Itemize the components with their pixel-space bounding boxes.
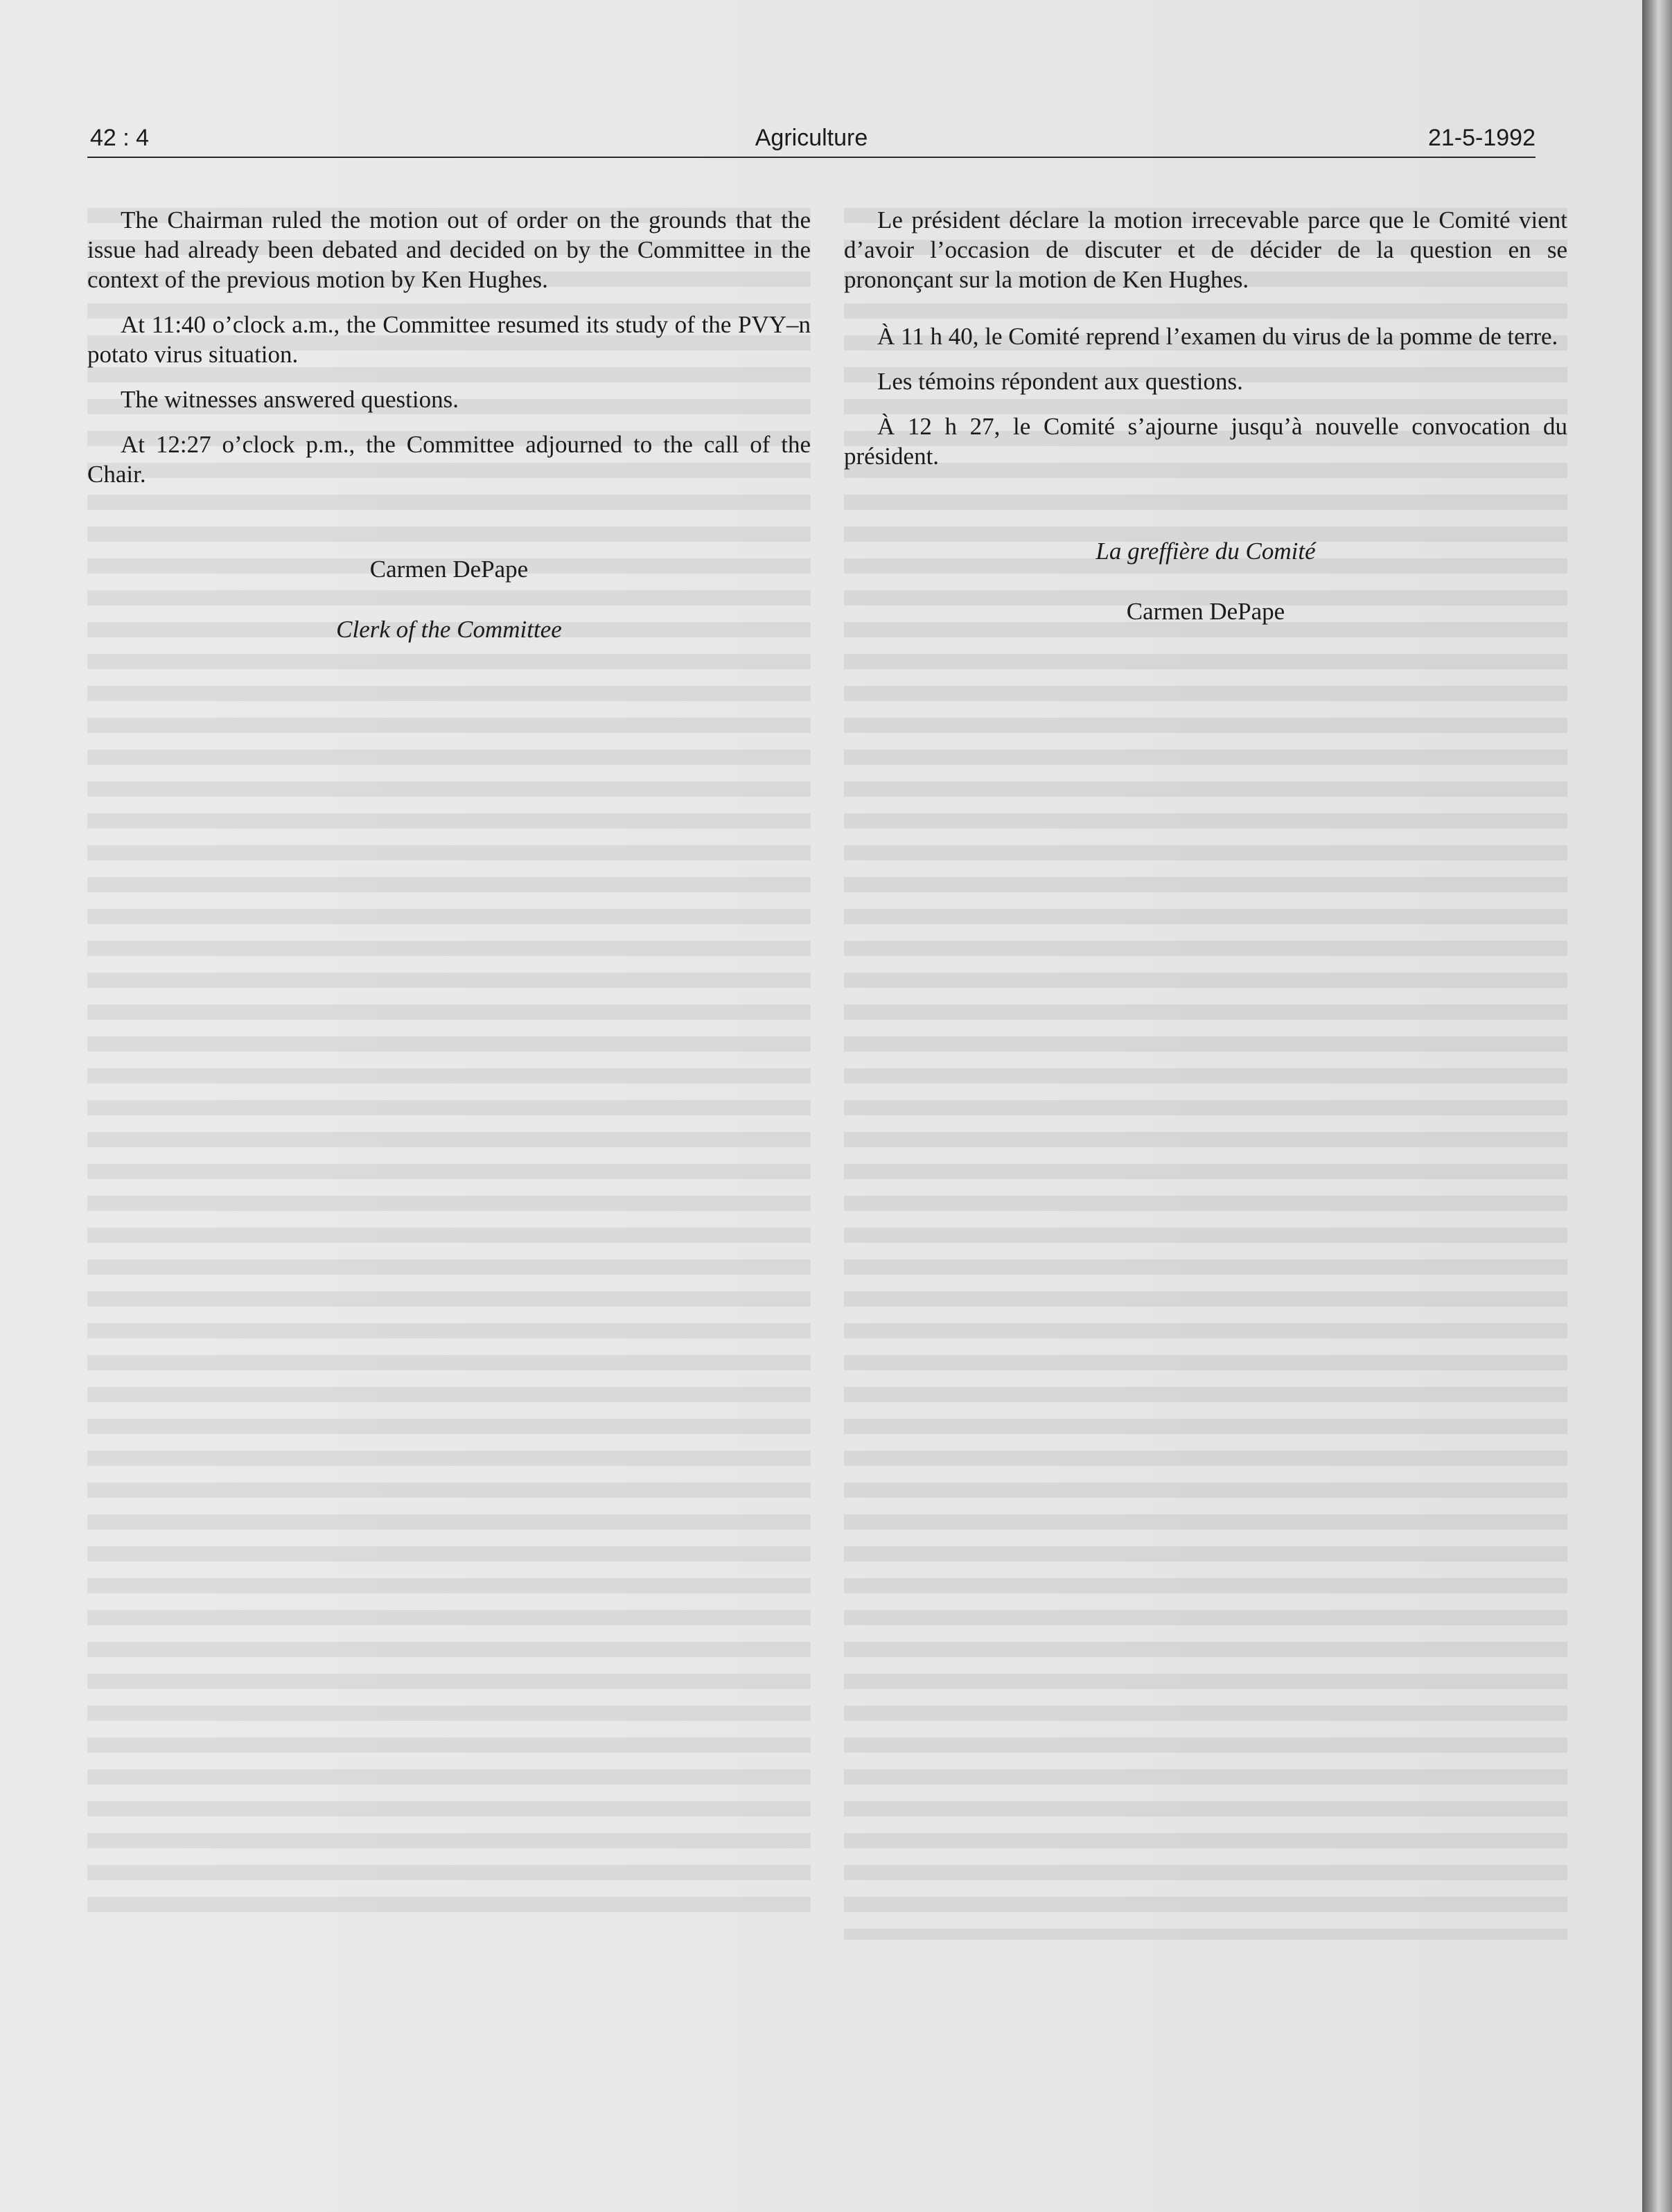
- paragraph: At 12:27 o’clock p.m., the Committee adjourned to the call of the Chair.: [87, 431, 811, 488]
- paragraph: The witnesses answered questions.: [121, 386, 459, 413]
- page-title: Agriculture: [755, 125, 868, 151]
- signature-title: Clerk of the Committee: [336, 616, 562, 643]
- running-header: [87, 122, 1535, 158]
- paragraph: At 11:40 o’clock a.m., the Committee resumed its study of the PVY–n potato virus situation.: [87, 311, 811, 368]
- french-column: [844, 205, 1567, 626]
- paragraph: Les témoins répondent aux questions.: [877, 368, 1243, 395]
- book-binding-edge: [1642, 0, 1672, 2212]
- signature-title: La greffière du Comité: [1095, 538, 1316, 565]
- paragraph: À 11 h 40, le Comité reprend l’examen du virus de la pomme de terre.: [877, 323, 1558, 350]
- paragraph: Le président déclare la motion irrecevable parce que le Comité vient d’avoir l’occasion de discuter et de décider de la question en se prononçant sur la motion de Ken Hughes.: [844, 206, 1567, 293]
- signature-name: Carmen DePape: [1126, 598, 1285, 625]
- english-column: [87, 205, 811, 644]
- paragraph: The Chairman ruled the motion out of order on the grounds that the issue had already been debated and decided on by the Committee in the context of the previous motion by Ken Hughes.: [87, 206, 811, 293]
- signature-name: Carmen DePape: [369, 556, 529, 583]
- page-number: 42 : 4: [90, 125, 150, 151]
- paragraph: À 12 h 27, le Comité s’ajourne jusqu’à nouvelle convocation du président.: [844, 413, 1567, 470]
- header-date: 21-5-1992: [1427, 125, 1535, 151]
